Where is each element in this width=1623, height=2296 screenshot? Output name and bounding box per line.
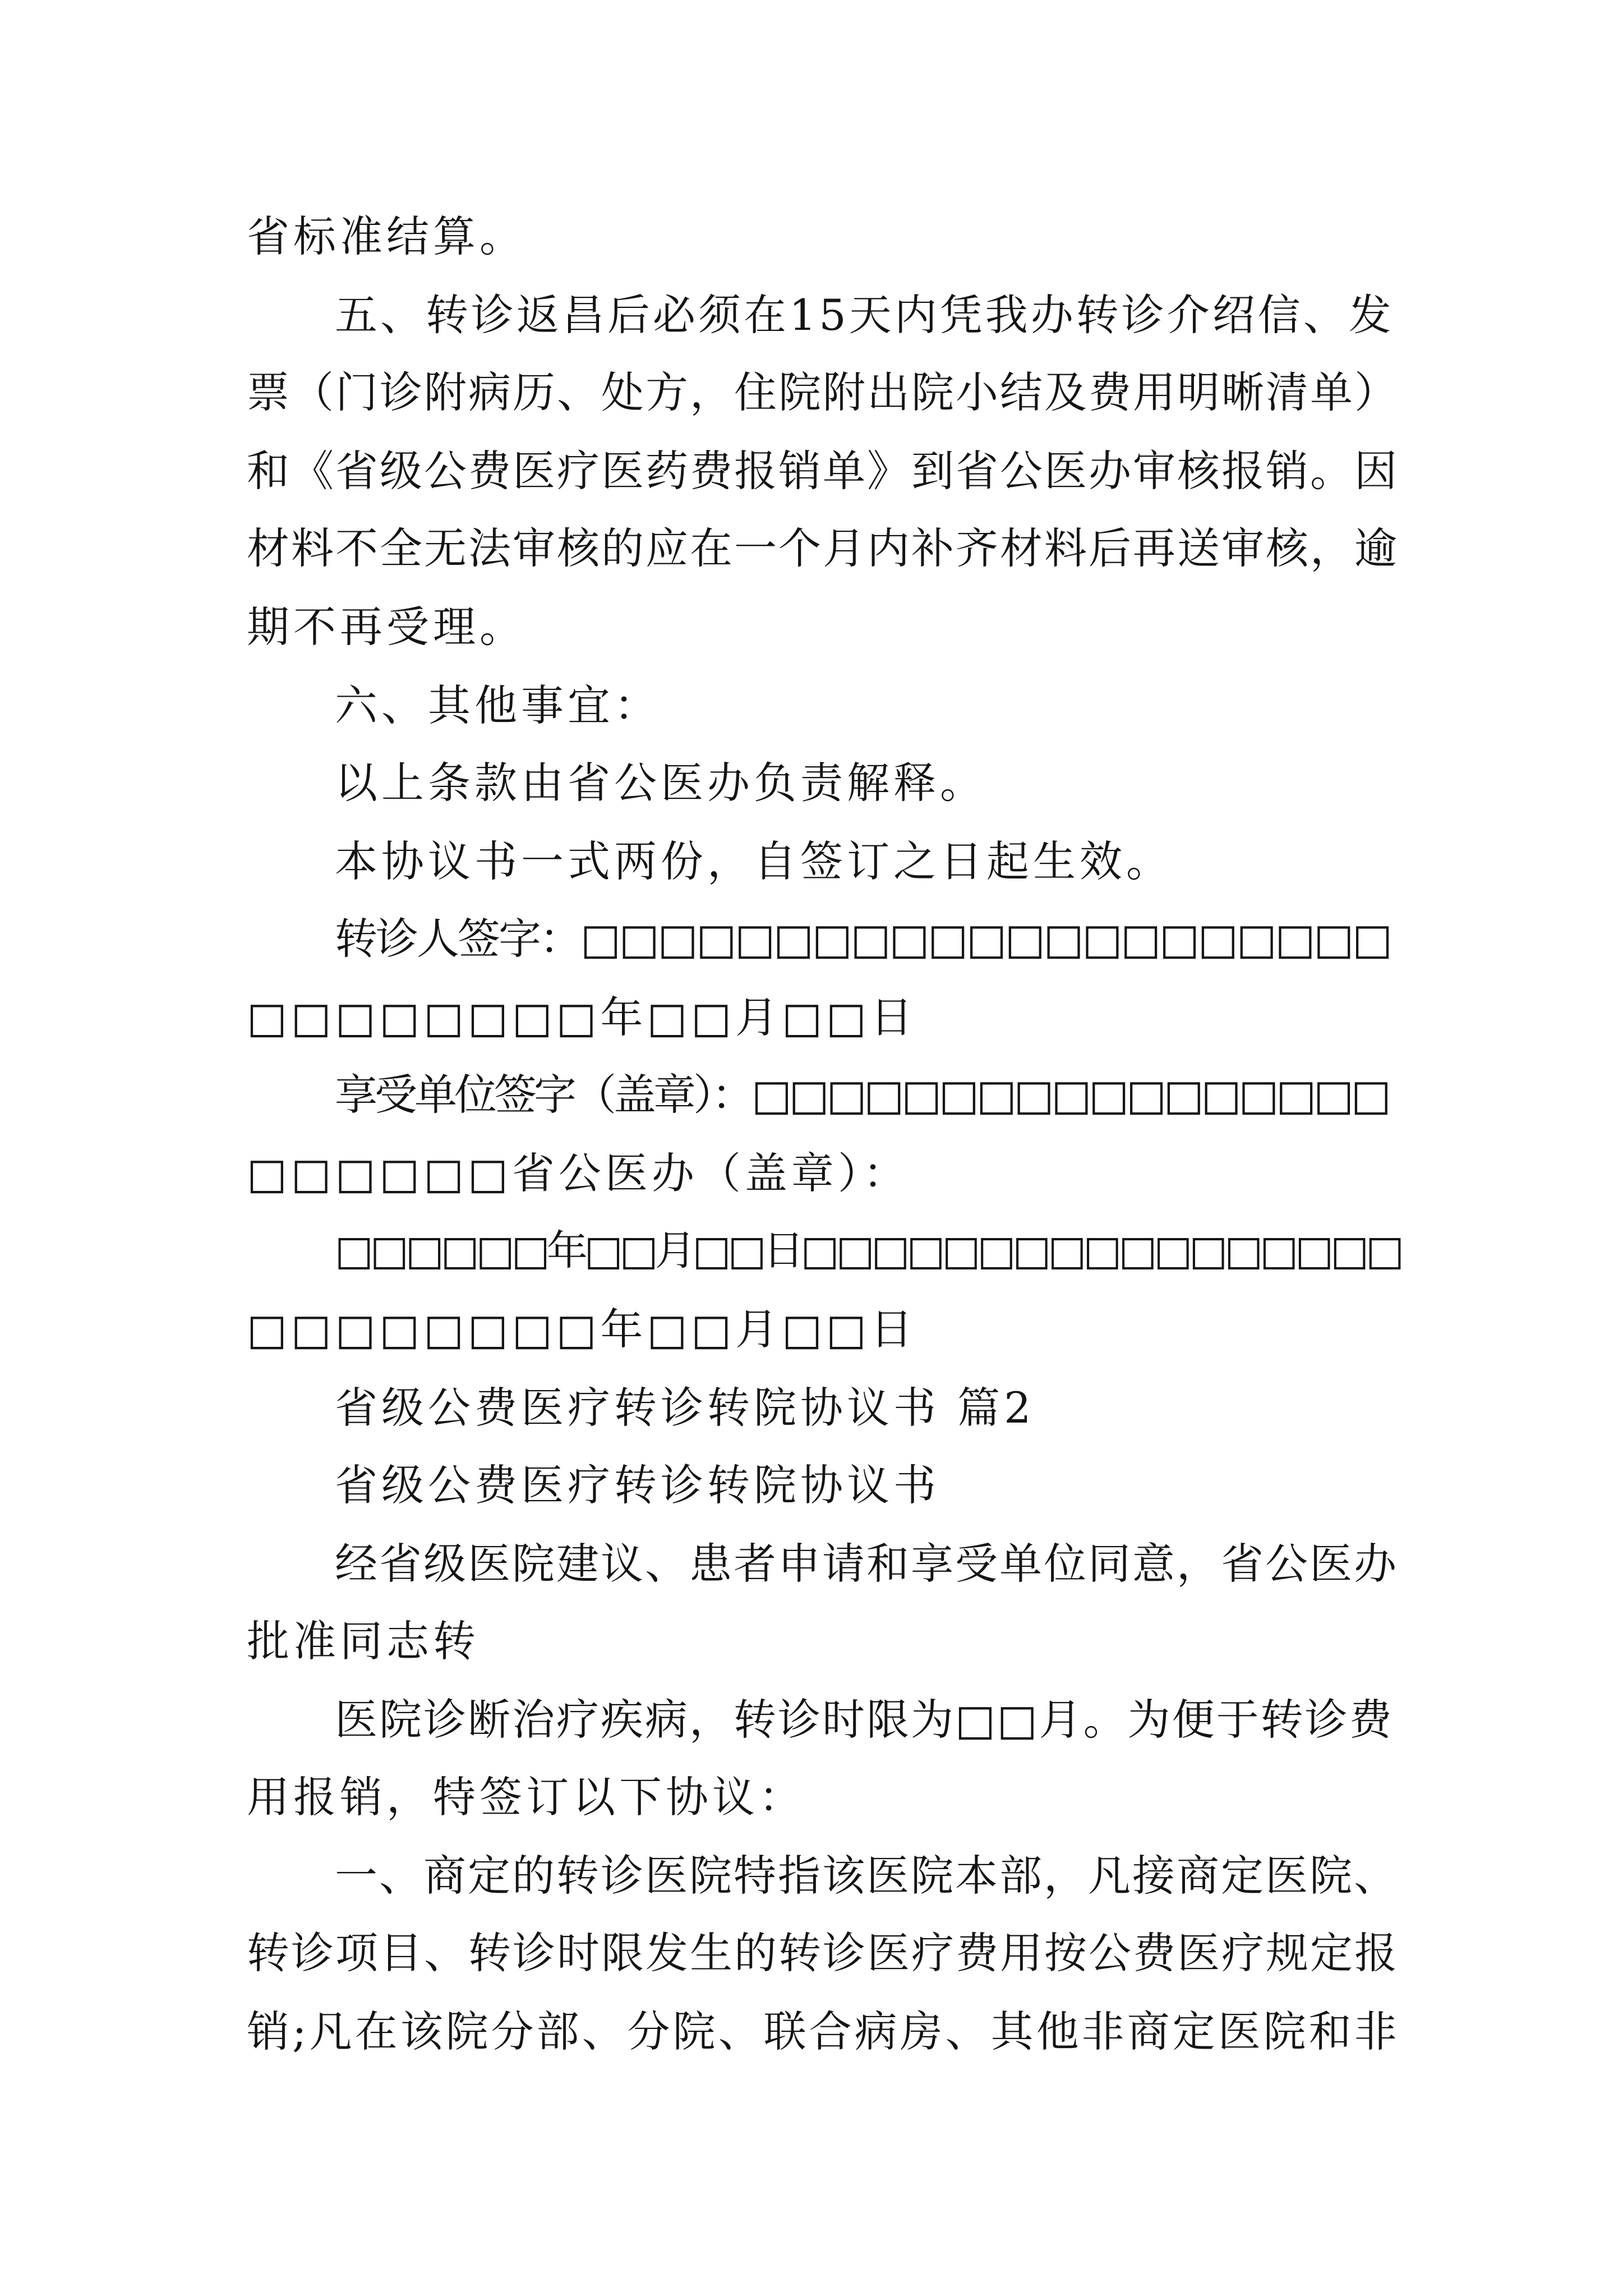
date-line: □□□□□□□□年□□月□□日	[247, 992, 917, 1042]
paragraph-line: 省标准结算。	[247, 211, 526, 261]
paragraph-line: 票（门诊附病历、处方，住院附出院小结及费用明晰清单）	[247, 367, 1399, 417]
paragraph-line: 以上条款由省公医办负责解释。	[335, 758, 986, 808]
paragraph-line: 一、商定的转诊医院特指该医院本部，凡接商定医院、	[335, 1851, 1398, 1901]
paragraph-line: 经省级医院建议、患者申请和享受单位同意，省公医办	[335, 1539, 1398, 1589]
date-line: □□□□□□年□□月□□日□□□□□□□□□□□□□□□□□	[335, 1227, 1401, 1274]
paragraph-line: 用报销，特签订以下协议：	[247, 1772, 805, 1822]
paragraph-line: 五、转诊返昌后必须在15天内凭我办转诊介绍信、发	[335, 290, 1394, 340]
paragraph-line: 材料不全无法审核的应在一个月内补齐材料后再送审核，逾	[247, 523, 1399, 573]
paragraph-line: 销;凡在该院分部、分院、联合病房、其他非商定医院和非	[247, 2007, 1400, 2056]
paragraph-line: 批准同志转	[247, 1616, 479, 1666]
paragraph-line: 和《省级公费医疗医药费报销单》到省公医办审核报销。因	[247, 446, 1399, 496]
paragraph-line: 本协议书一式两份，自签订之日起生效。	[335, 836, 1173, 886]
signature-line: 享受单位签字（盖章）：□□□□□□□□□□□□□□□□□	[335, 1070, 1389, 1120]
signature-line: □□□□□□省公医办（盖章）：	[247, 1148, 910, 1198]
paragraph-line: 期不再受理。	[247, 602, 526, 652]
date-line: □□□□□□□□年□□月□□日	[247, 1304, 917, 1354]
signature-line: 转诊人签字：□□□□□□□□□□□□□□□□□□□□□	[335, 914, 1391, 964]
document-title: 省级公费医疗转诊转院协议书	[335, 1460, 940, 1510]
section-heading: 省级公费医疗转诊转院协议书 篇2	[335, 1383, 1035, 1433]
paragraph-line: 六、其他事宜：	[335, 680, 661, 730]
paragraph-line: 医院诊断治疗疾病，转诊时限为□□月。为便于转诊费	[335, 1695, 1394, 1745]
paragraph-line: 转诊项目、转诊时限发生的转诊医疗费用按公费医疗规定报	[247, 1928, 1399, 1978]
